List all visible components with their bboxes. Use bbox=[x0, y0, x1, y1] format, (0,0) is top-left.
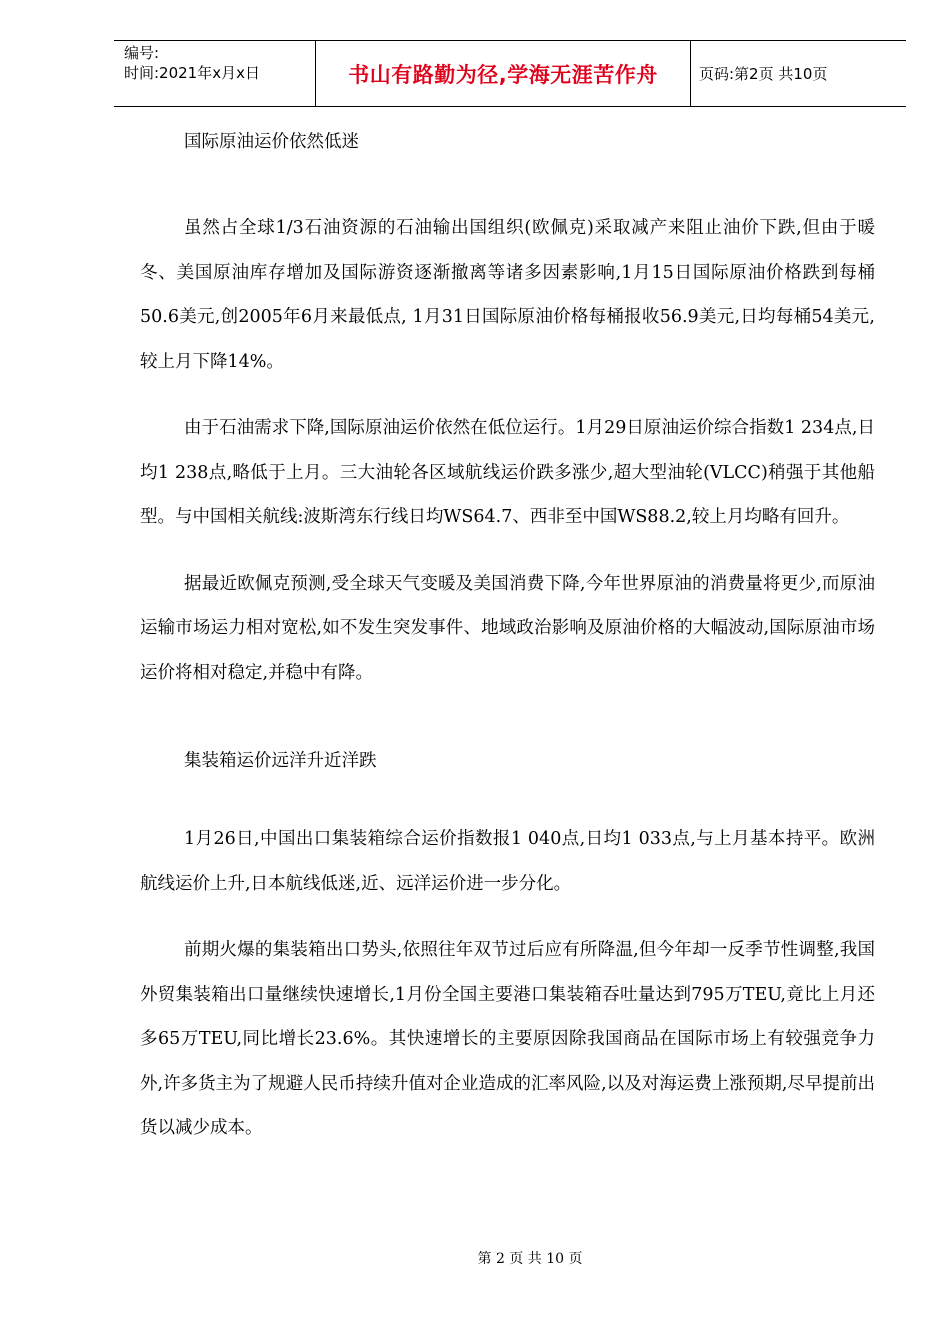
paragraph: 由于石油需求下降,国际原油运价依然在低位运行。1月29日原油运价综合指数1 234点,日均1 238点,略低于上月。三大油轮各区域航线运价跌多涨少,超大型油轮(VLCC)稍强于其他船型。与中国相关航线:波斯湾东行线日均WS64.7、西非至中国WS88.2,较上月均略有回升。 bbox=[140, 418, 875, 527]
paragraph: 前期火爆的集装箱出口势头,依照往年双节过后应有所降温,但今年却一反季节性调整,我国外贸集装箱出口量继续快速增长,1月份全国主要港口集装箱吞吐量达到795万TEU,竟比上月还多65万TEU,同比增长23.6%。其快速增长的主要原因除我国商品在国际市场上有较强竞争力外,许多货主为了规避人民币持续升值对企业造成的汇率风险,以及对海运费上涨预期,尽早提前出货以减少成本。 bbox=[140, 940, 875, 1138]
time-label: 时间:2021年x月x日 bbox=[124, 64, 260, 82]
section-heading: 集装箱运价远洋升近洋跌 bbox=[184, 751, 377, 771]
paragraph: 虽然占全球1/3石油资源的石油输出国组织(欧佩克)采取减产来阻止油价下跌,但由于暖冬、美国原油库存增加及国际游资逐渐撤离等诸多因素影响,1月15日国际原油价格跌到每桶50.6美元,创2005年6月来最低点, 1月31日国际原油价格每桶报收56.9美元,日均每桶54美元,较上月下降14%。 bbox=[140, 218, 875, 372]
header-meta bbox=[114, 41, 316, 106]
document-body bbox=[140, 130, 875, 1151]
paragraph: 1月26日,中国出口集装箱综合运价指数报1 040点,日均1 033点,与上月基本持平。欧洲航线运价上升,日本航线低迷,近、远洋运价进一步分化。 bbox=[140, 829, 875, 894]
page-footer: 第 2 页 共 10 页 bbox=[477, 1251, 583, 1267]
section-heading: 国际原油运价依然低迷 bbox=[184, 132, 359, 152]
header-page-info: 页码:第2页 共10页 bbox=[699, 65, 828, 83]
document-header bbox=[114, 40, 906, 107]
number-label: 编号: bbox=[124, 44, 160, 62]
paragraph: 据最近欧佩克预测,受全球天气变暖及美国消费下降,今年世界原油的消费量将更少,而原油运输市场运力相对宽松,如不发生突发事件、地域政治影响及原油价格的大幅波动,国际原油市场运价将相对稳定,并稳中有降。 bbox=[140, 573, 875, 683]
header-motto: 书山有路勤为径,学海无涯苦作舟 bbox=[316, 41, 691, 106]
